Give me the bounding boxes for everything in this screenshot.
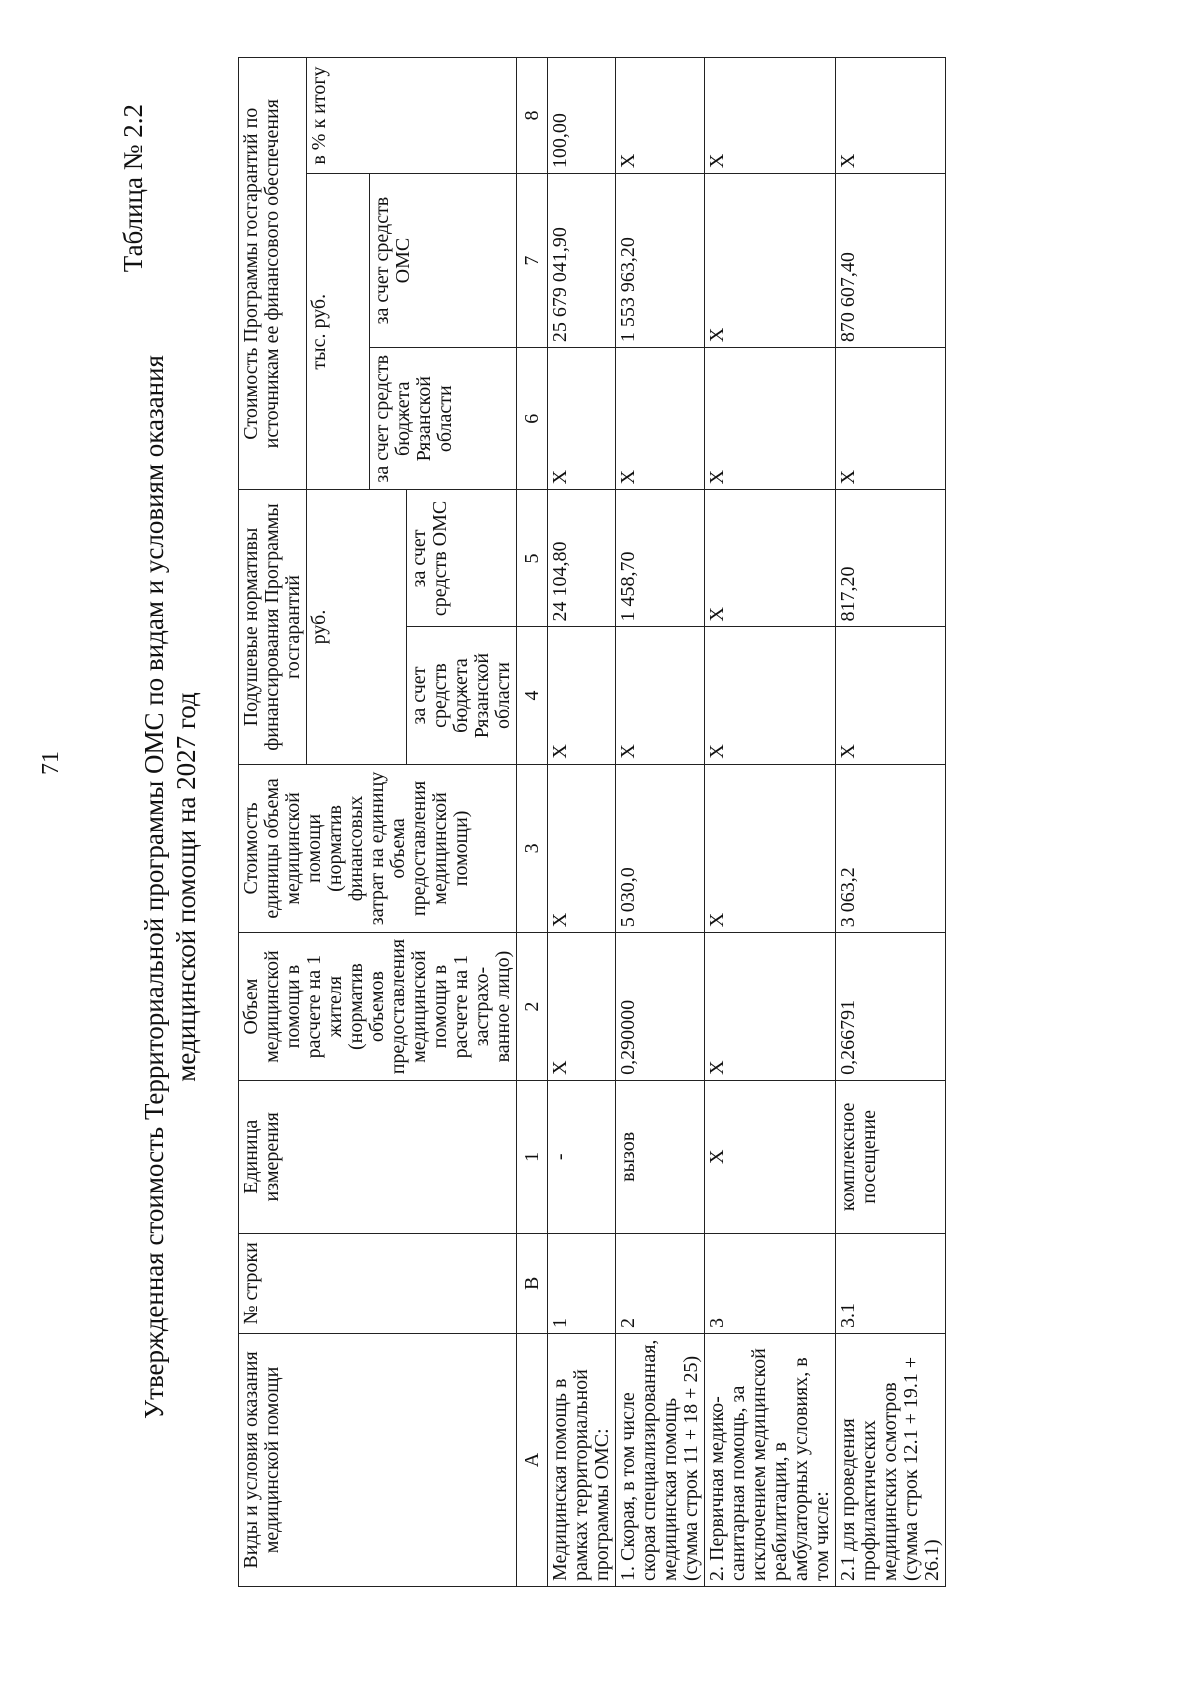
row-number: 1	[548, 1233, 616, 1333]
row-unit: комплексное посещение	[836, 1080, 946, 1233]
table-row	[616, 58, 705, 1587]
row-volume: 0,266791	[836, 933, 946, 1081]
row-name: Медицинская помощь в рамках территориальной программы ОМС:	[548, 1333, 616, 1586]
row-pc-budget: Х	[705, 627, 836, 764]
header-col-b: № строки	[239, 1233, 517, 1333]
row-percent: Х	[616, 58, 705, 174]
row-cost-oms: Х	[705, 174, 836, 348]
table-row	[548, 58, 616, 1587]
row-cost-oms: 25 679 041,90	[548, 174, 616, 348]
row-number: 2	[616, 1233, 705, 1333]
header-pc-oms: за счет средств ОМС	[407, 490, 517, 627]
column-number-row	[517, 58, 548, 1587]
row-cost-budget: Х	[548, 348, 616, 490]
row-name: 2.1 для проведения профилактических медицинских осмотров (сумма строк 12.1 + 19.1 + 26.1)	[836, 1333, 946, 1586]
row-unit-cost: Х	[705, 764, 836, 933]
column-number: А	[517, 1333, 548, 1586]
row-volume: Х	[705, 933, 836, 1081]
row-number: 3.1	[836, 1233, 946, 1333]
row-unit-cost: Х	[548, 764, 616, 933]
header-col-1: Единица измерения	[239, 1080, 517, 1233]
row-cost-budget: Х	[705, 348, 836, 490]
table-row	[836, 58, 946, 1587]
row-percent: Х	[836, 58, 946, 174]
column-number: 4	[517, 627, 548, 764]
row-number: 3	[705, 1233, 836, 1333]
row-pc-oms: 1 458,70	[616, 490, 705, 627]
cost-table	[238, 57, 946, 1587]
row-unit-cost: 3 063,2	[836, 764, 946, 933]
column-number: В	[517, 1233, 548, 1333]
table-row	[705, 58, 836, 1587]
header-group-cost: Стоимость Программы госгарантий по источникам ее финансового обеспечения	[239, 58, 307, 490]
row-cost-budget: Х	[836, 348, 946, 490]
header-col-a: Виды и условия оказания медицинской помощи	[239, 1333, 517, 1586]
column-number: 3	[517, 764, 548, 933]
row-unit-cost: 5 030,0	[616, 764, 705, 933]
row-unit: Х	[705, 1080, 836, 1233]
row-unit: вызов	[616, 1080, 705, 1233]
row-percent: Х	[705, 58, 836, 174]
header-percent-total: в % к итогу	[307, 58, 517, 174]
page-number: 71	[38, 751, 64, 775]
header-col-3: Стоимость единицы объема медицинской помощи (норматив финансовых затрат на единицу объема предоставления медицинской помощи)	[239, 764, 517, 933]
row-cost-oms: 1 553 963,20	[616, 174, 705, 348]
column-number: 6	[517, 348, 548, 490]
row-pc-oms: 24 104,80	[548, 490, 616, 627]
header-unit-rub: руб.	[307, 490, 407, 764]
column-number: 7	[517, 174, 548, 348]
row-cost-budget: Х	[616, 348, 705, 490]
row-pc-budget: Х	[616, 627, 705, 764]
row-pc-oms: Х	[705, 490, 836, 627]
header-col-2: Объем медицинской помощи в расчете на 1 жителя (норматив объемов предоставления медицинской помощи в расчете на 1 застрахо-ванное лицо)	[239, 933, 517, 1081]
table-number: Таблица № 2.2	[118, 104, 148, 273]
row-name: 1. Скорая, в том числе скорая специализированная, медицинская помощь (сумма строк 11 + 18 + 25)	[616, 1333, 705, 1586]
row-volume: 0,290000	[616, 933, 705, 1081]
row-name: 2. Первичная медико-санитарная помощь, за исключением медицинской реабилитации, в амбулаторных условиях, в том числе:	[705, 1333, 836, 1586]
header-unit-thousand-rub: тыс. руб.	[307, 174, 370, 490]
row-pc-oms: 817,20	[836, 490, 946, 627]
page-title: Утвержденная стоимость Территориальной программы ОМС по видам и условиям оказания медицинской помощи на 2027 год	[139, 355, 201, 1419]
header-cost-oms: за счет средств ОМС	[370, 174, 517, 348]
header-cost-budget: за счет средств бюджета Рязанской области	[370, 348, 517, 490]
header-pc-budget: за счет средств бюджета Рязанской области	[407, 627, 517, 764]
row-pc-budget: Х	[836, 627, 946, 764]
row-volume: Х	[548, 933, 616, 1081]
header-row-1	[239, 58, 307, 1587]
row-percent: 100,00	[548, 58, 616, 174]
row-pc-budget: Х	[548, 627, 616, 764]
row-cost-oms: 870 607,40	[836, 174, 946, 348]
column-number: 1	[517, 1080, 548, 1233]
column-number: 8	[517, 58, 548, 174]
column-number: 2	[517, 933, 548, 1081]
column-number: 5	[517, 490, 548, 627]
row-unit: -	[548, 1080, 616, 1233]
header-group-per-capita: Подушевые нормативы финансирования Программы госгарантий	[239, 490, 307, 764]
